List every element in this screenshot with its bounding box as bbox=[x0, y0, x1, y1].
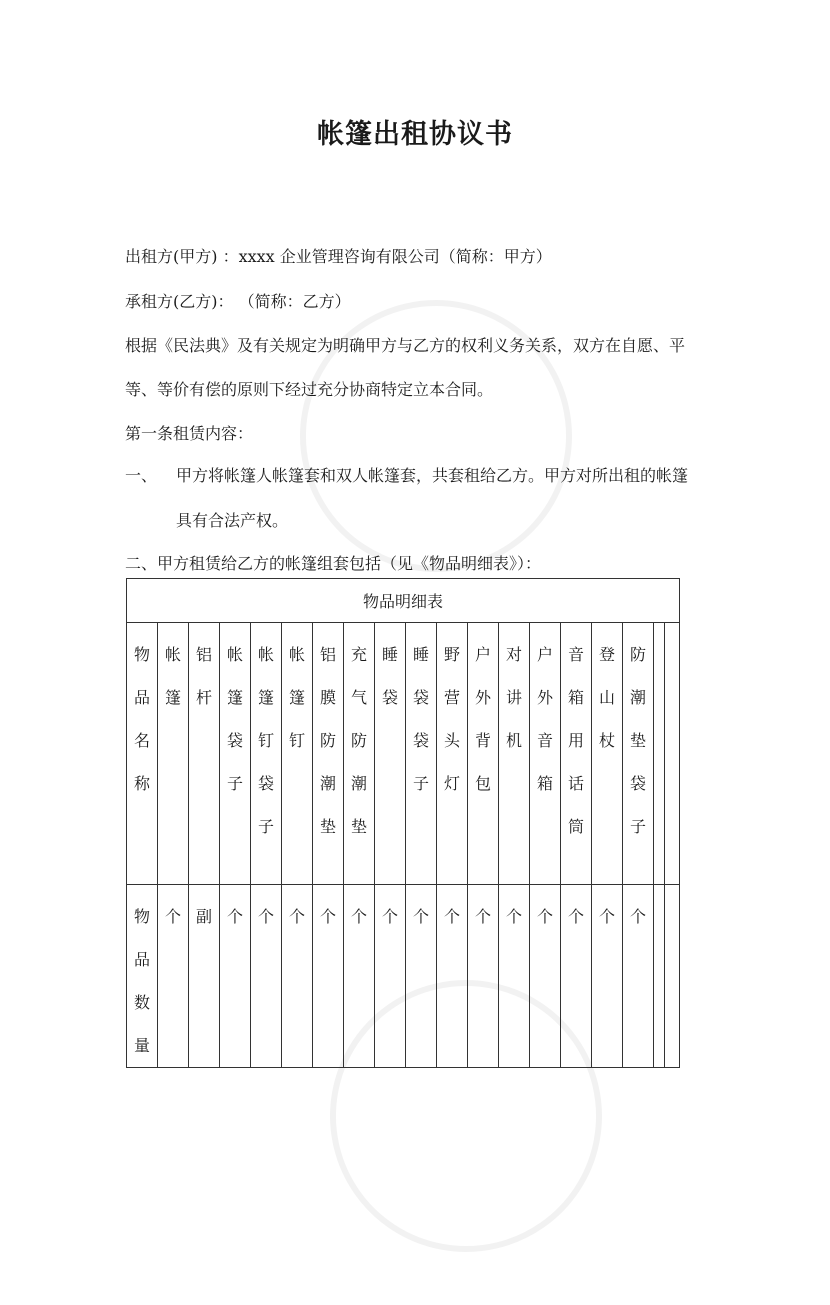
item-name-cell: 户 外 音 箱 bbox=[530, 623, 561, 885]
item-quantity-cell bbox=[654, 885, 665, 1068]
clause2-line: 二、甲方租赁给乙方的帐篷组套包括（见《物品明细表》）： bbox=[125, 554, 542, 573]
item-name-cell: 铝 杆 bbox=[189, 623, 220, 885]
item-name-cell: 户 外 背 包 bbox=[468, 623, 499, 885]
item-name-cell: 帐 篷 袋 子 bbox=[220, 623, 251, 885]
table-caption: 物品明细表 bbox=[127, 579, 680, 623]
item-name-cell: 对 讲 机 bbox=[499, 623, 530, 885]
item-quantity-cell: 个 bbox=[158, 885, 189, 1068]
item-quantity-cell: 个 bbox=[561, 885, 592, 1068]
item-name-cell: 帐 篷 bbox=[158, 623, 189, 885]
intro-line-1: 根据《民法典》及有关规定为明确甲方与乙方的权利义务关系，双方在自愿、平 bbox=[125, 336, 686, 355]
lessee-line: 承租方(乙方)： （简称：乙方） bbox=[125, 292, 351, 311]
item-name-cell: 野 营 头 灯 bbox=[437, 623, 468, 885]
item-name-cell: 音 箱 用 话 筒 bbox=[561, 623, 592, 885]
item-quantity-cell: 个 bbox=[592, 885, 623, 1068]
clause1-line-1: 甲方将帐篷人帐篷套和双人帐篷套，共套租给乙方。甲方对所出租的帐篷 bbox=[176, 466, 689, 485]
item-name-cell: 登 山 杖 bbox=[592, 623, 623, 885]
item-quantity-cell: 个 bbox=[623, 885, 654, 1068]
clause1-line-2: 具有合法产权。 bbox=[176, 511, 289, 530]
name-header: 物 品 名 称 bbox=[127, 623, 158, 885]
intro-line-2: 等、等价有偿的原则下经过充分协商特定立本合同。 bbox=[125, 380, 494, 399]
item-quantity-cell: 个 bbox=[468, 885, 499, 1068]
item-name-cell bbox=[654, 623, 665, 885]
article1-heading: 第一条租赁内容： bbox=[125, 424, 254, 443]
item-quantity-cell: 个 bbox=[437, 885, 468, 1068]
document-title: 帐篷出租协议书 bbox=[317, 119, 513, 150]
item-quantity-cell: 个 bbox=[499, 885, 530, 1068]
item-name-cell bbox=[665, 623, 680, 885]
lessor-line: 出租方(甲方) ：xxxx 企业管理咨询有限公司（简称：甲方） bbox=[125, 247, 552, 266]
item-quantity-cell: 个 bbox=[282, 885, 313, 1068]
quantity-header: 物 品 数 量 bbox=[127, 885, 158, 1068]
item-name-cell: 帐 篷 钉 bbox=[282, 623, 313, 885]
item-quantity-cell: 副 bbox=[189, 885, 220, 1068]
item-quantity-cell: 个 bbox=[313, 885, 344, 1068]
item-quantity-cell bbox=[665, 885, 680, 1068]
item-quantity-cell: 个 bbox=[375, 885, 406, 1068]
item-table bbox=[126, 578, 680, 1068]
item-quantity-cell: 个 bbox=[251, 885, 282, 1068]
clause1-number: 一、 bbox=[125, 466, 158, 485]
item-name-cell: 帐 篷 钉 袋 子 bbox=[251, 623, 282, 885]
item-name-cell: 睡 袋 袋 子 bbox=[406, 623, 437, 885]
item-quantity-cell: 个 bbox=[220, 885, 251, 1068]
item-name-cell: 充 气 防 潮 垫 bbox=[344, 623, 375, 885]
item-name-cell: 铝 膜 防 潮 垫 bbox=[313, 623, 344, 885]
item-name-cell: 睡 袋 bbox=[375, 623, 406, 885]
item-quantity-cell: 个 bbox=[344, 885, 375, 1068]
item-quantity-cell: 个 bbox=[530, 885, 561, 1068]
item-name-cell: 防 潮 垫 袋 子 bbox=[623, 623, 654, 885]
item-quantity-cell: 个 bbox=[406, 885, 437, 1068]
